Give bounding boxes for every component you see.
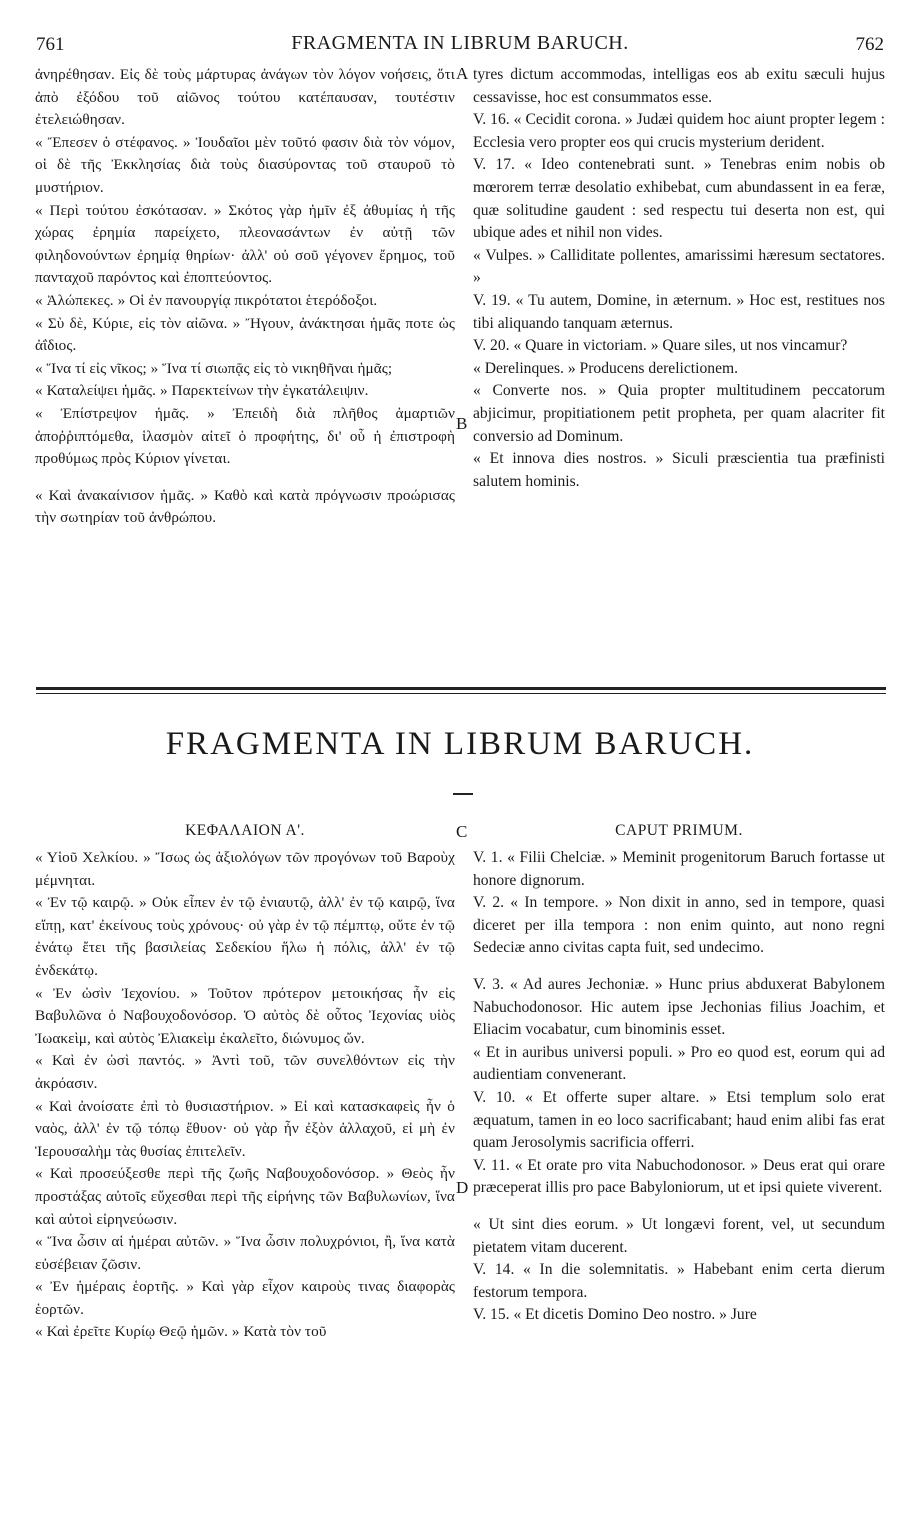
- latin-paragraph: V. 16. « Cecidit corona. » Judæi quidem hoc aiunt propter legem : Ecclesia vero propter eos qui crucis mysterium derident.: [473, 111, 885, 151]
- greek-paragraph: « Ἵνα τί εἰς νῖκος; » Ἵνα τί σιωπᾷς εἰς τὸ νικηθῆναι ἡμᾶς;: [35, 359, 393, 377]
- margin-marker-d: D: [456, 1178, 469, 1197]
- latin-paragraph: V. 19. « Tu autem, Domine, in æternum. » Hoc est, restitues nos tibi aliquando tanquam æternus.: [473, 291, 885, 332]
- greek-paragraph: « Ἐπίστρεψον ἡμᾶς. » Ἐπειδὴ διὰ πλῆθος ἁμαρτιῶν ἀποῤῥιπτόμεθα, ἱλασμὸν αἰτεῖ ὁ προφήτης, δι' οὗ ἡ ἐπιστροφὴ προθύμως πρὸς Κύριον γίνεται.: [35, 404, 455, 468]
- greek-paragraph: « Καταλείψει ἡμᾶς. » Παρεκτείνων τὴν ἐγκατάλειψιν.: [35, 382, 369, 400]
- bottom-greek-column: [35, 847, 455, 1344]
- latin-paragraph: V. 15. « Et dicetis Domino Deo nostro. » Jure: [473, 1306, 757, 1324]
- margin-marker-a: A: [456, 64, 469, 83]
- page-number-right: 762: [855, 34, 884, 55]
- greek-paragraph: « Καὶ προσεύξεσθε περὶ τῆς ζωῆς Ναβουχοδονόσορ. » Θεὸς ἦν προστάξας αὐτοῖς εὔχεσθαι περὶ τῆς εἰρήνης τῶν Βαβυλωνίων, ἵνα καὶ αὐτοὶ εἰρηνεύωσιν.: [35, 1165, 455, 1228]
- top-latin-column: [473, 64, 885, 493]
- latin-paragraph: V. 1. « Filii Chelciæ. » Meminit progenitorum Baruch fortasse ut honore dignorum.: [473, 849, 885, 889]
- latin-paragraph: « Et innova dies nostros. » Siculi præscientia tua præfinisti salutem hominis.: [473, 450, 885, 490]
- latin-paragraph: « Ut sint dies eorum. » Ut longævi forent, vel, ut secundum pietatem vitam ducerent.: [473, 1215, 885, 1256]
- latin-paragraph: « Vulpes. » Calliditate pollentes, amarissimi hæresum sectatores. »: [473, 246, 885, 287]
- greek-paragraph: « Ἐν ἡμέραις ἑορτῆς. » Καὶ γὰρ εἶχον καιροὺς τινας διαφορὰς ἑορτῶν.: [35, 1278, 455, 1318]
- latin-paragraph: V. 10. « Et offerte super altare. » Etsi templum solo erat æquatum, tamen in eo loco sacrificabant; haud enim alibi fas erat quam Jerosolymis sacrificia offerri.: [473, 1088, 885, 1152]
- greek-paragraph: « Ἵνα ὦσιν αἱ ἡμέραι αὐτῶν. » Ἵνα ὦσιν πολυχρόνιοι, ἢ, ἵνα κατὰ εὐσέβειαν ζῶσιν.: [35, 1233, 455, 1273]
- running-title: FRAGMENTA IN LIBRUM BARUCH.: [291, 32, 629, 54]
- page-number-left: 761: [36, 34, 65, 55]
- latin-paragraph: V. 20. « Quare in victoriam. » Quare siles, ut nos vincamur?: [473, 337, 848, 355]
- greek-paragraph: « Σὺ δὲ, Κύριε, εἰς τὸν αἰῶνα. » Ἤγουν, ἀνάκτησαι ἡμᾶς ποτε ὡς ἀΐδιος.: [35, 314, 455, 355]
- latin-paragraph: V. 11. « Et orate pro vita Nabuchodonosor. » Deus erat qui orare præceperat illis pro pace Babyloniorum, ut et ipsi quiete viverent.: [473, 1156, 885, 1197]
- greek-paragraph: « Ἀλώπεκες. » Οἱ ἐν πανουργίᾳ πικρότατοι ἑτερόδοξοι.: [35, 291, 378, 309]
- greek-paragraph: « Υἱοῦ Χελκίου. » Ἴσως ὡς ἀξιολόγων τῶν προγόνων τοῦ Βαροὺχ μέμνηται.: [35, 849, 455, 889]
- bottom-latin-column: [473, 847, 885, 1327]
- greek-paragraph: « Ἔπεσεν ὁ στέφανος. » Ἰουδαῖοι μὲν τοῦτό φασιν διὰ τὸν νόμον, οἱ δὲ τῆς Ἐκκλησίας διὰ τοὺς διασύροντας τοῦ σταυροῦ τὸ μυστήριον.: [35, 133, 455, 196]
- latin-paragraph: tyres dictum accommodas, intelligas eos ab exitu sæculi hujus cessavisse, hoc est consummatos esse.: [473, 66, 885, 106]
- latin-paragraph: V. 14. « In die solemnitatis. » Habebant enim certa dierum festorum tempora.: [473, 1261, 885, 1301]
- greek-paragraph: « Καὶ ἀνοίσατε ἐπὶ τὸ θυσιαστήριον. » Εἰ καὶ κατασκαφεὶς ἦν ὁ ναὸς, ἀλλ' ἐν τῷ τόπῳ ἔθυον· οὐ γὰρ ἦν ἐξὸν ἀλλαχοῦ, εἰ μὴ ἐν Ἱερουσαλὴμ τὰς θυσίας ἐπιτελεῖν.: [35, 1097, 455, 1160]
- page-header: [30, 30, 890, 58]
- latin-paragraph: « Derelinques. » Producens derelictionem.: [473, 359, 739, 377]
- latin-chapter-heading: CAPUT PRIMUM.: [615, 822, 743, 839]
- title-rule: [453, 793, 473, 795]
- greek-paragraph: « Ἐν τῷ καιρῷ. » Οὐκ εἶπεν ἐν τῷ ἐνιαυτῷ, ἀλλ' ἐν τῷ καιρῷ, ἵνα εἴπῃ, κατ' ἐκείνους τοὺς χρόνους· οὐ γὰρ ἐν τῷ πέμπτῳ, οὔτε ἐν τῷ ἐνάτῳ ἔτει τῆς βασιλείας Σεδεκίου ἥλω ἡ πόλις, ἀλλ' ἐν τῷ ἐνδεκάτῳ.: [35, 894, 455, 979]
- main-title: FRAGMENTA IN LIBRUM BARUCH.: [165, 726, 755, 762]
- latin-paragraph: V. 2. « In tempore. » Non dixit in anno, sed in tempore, quasi diceret per illa tempora : non enim quinto, aut nono regni Sedeciæ anno civitas capta fuit, sed undecimo.: [473, 894, 885, 957]
- greek-paragraph: « Καὶ ἀνακαίνισον ἡμᾶς. » Καθὸ καὶ κατὰ πρόγνωσιν προώρισας τὴν σωτηρίαν τοῦ ἀνθρώπου.: [35, 486, 455, 527]
- section-divider-thin: [36, 693, 886, 694]
- greek-chapter-heading: ΚΕΦΑΛΑΙΟΝ Α'.: [185, 822, 305, 839]
- margin-marker-b: B: [456, 414, 468, 433]
- greek-paragraph: « Περὶ τούτου ἐσκότασαν. » Σκότος γὰρ ἡμῖν ἐξ ἀθυμίας ἡ τῆς χώρας ἐρημία παρείχετο, πλεονασάντων ἐν αὐτῇ τῶν φιληδονούντων ἐρημίᾳ θηρίων· ἀλλ' οὐ σοῦ γέγονεν ἔρημος, τοῦ πανταχοῦ παρόντος καὶ ἐποπτεύοντος.: [35, 201, 455, 287]
- latin-paragraph: « Et in auribus universi populi. » Pro eo quod est, eorum qui ad audientiam convenerant.: [473, 1043, 885, 1084]
- latin-paragraph: « Converte nos. » Quia propter multitudinem peccatorum abjicimur, propitiationem petit propheta, per quam alacriter fit conversio ad Dominum.: [473, 382, 885, 445]
- top-greek-column: [35, 64, 455, 530]
- greek-paragraph: « Ἐν ὠσὶν Ἰεχονίου. » Τοῦτον πρότερον μετοικήσας ἦν εἰς Βαβυλῶνα ὁ Ναβουχοδονόσορ. Ὁ αὐτὸς δὲ οὗτος Ἰεχονίας υἱὸς Ἰωακεὶμ, καὶ αὐτὸς Ἐλιακεὶμ ἐκαλεῖτο, διώνυμος ὤν.: [35, 984, 455, 1047]
- greek-paragraph: ἀνηρέθησαν. Εἰς δὲ τοὺς μάρτυρας ἀνάγων τὸν λόγον νοήσεις, ὅτι ἀπὸ ἐξόδου τοῦ αἰῶνος τούτου κατέπαυσαν, τουτέστιν ἐτελειώθησαν.: [35, 66, 455, 129]
- latin-paragraph: V. 3. « Ad aures Jechoniæ. » Hunc prius abduxerat Babylonem Nabuchodonosor. Hic autem ipse Jechonias filius Joachim, et Eliacim vocabatur, cum binominis esset.: [473, 975, 885, 1039]
- greek-paragraph: « Καὶ ἐρεῖτε Κυρίῳ Θεῷ ἡμῶν. » Κατὰ τὸν τοῦ: [35, 1323, 327, 1341]
- latin-paragraph: V. 17. « Ideo contenebrati sunt. » Tenebras enim nobis ob mœrorem terræ desolatio exhibebat, cum abundassent in ea feræ, quæ solitudine gaudent : sed respectu tui deserta non est, qui ubique ades et nihil non vides.: [473, 156, 885, 242]
- section-divider-thick: [36, 687, 886, 690]
- greek-paragraph: « Καὶ ἐν ὠσὶ παντός. » Ἀντὶ τοῦ, τῶν συνελθόντων εἰς τὴν ἀκρόασιν.: [35, 1052, 455, 1092]
- margin-marker-c: C: [456, 822, 468, 841]
